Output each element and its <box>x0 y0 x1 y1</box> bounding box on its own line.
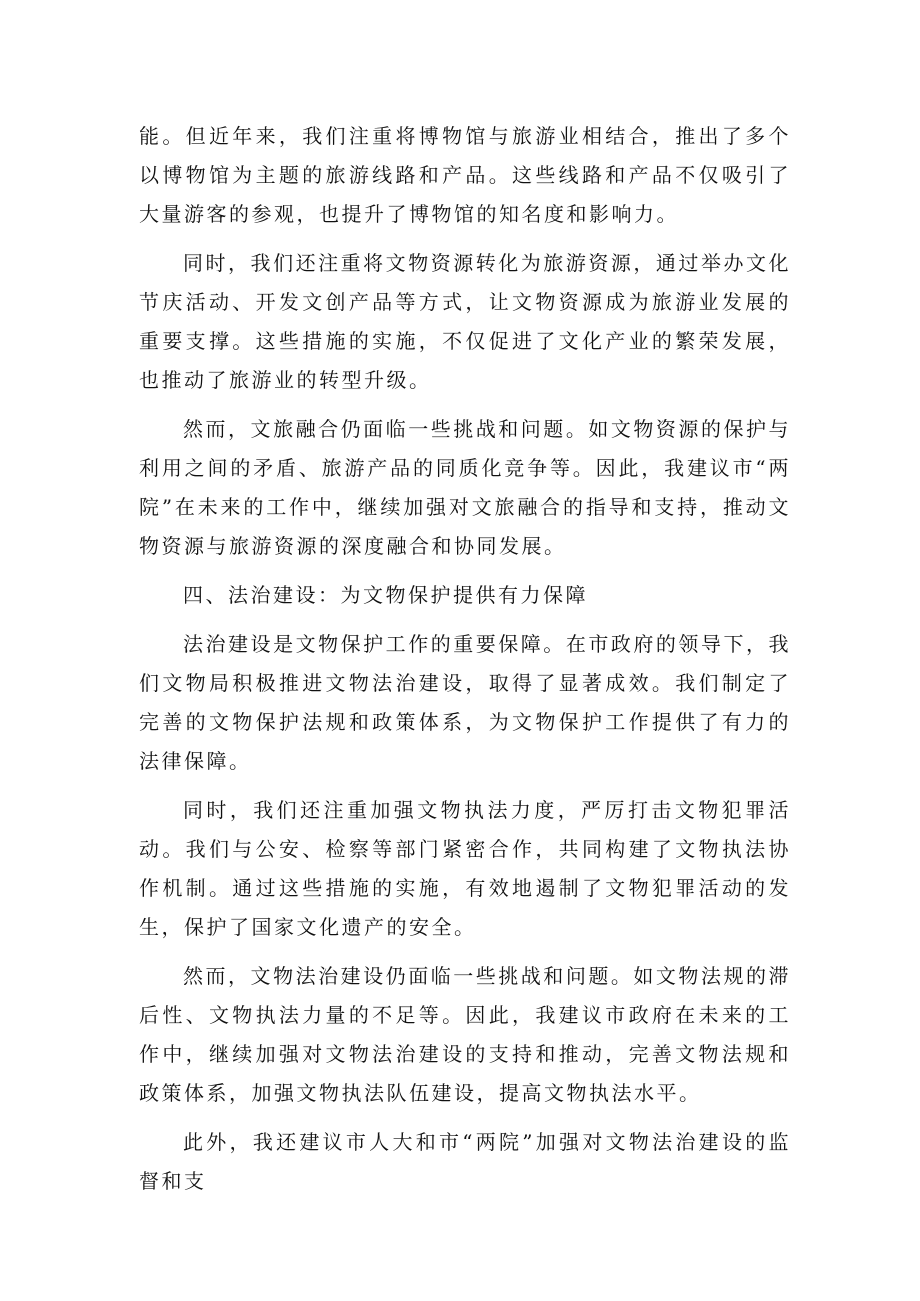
paragraph-continuation: 能。但近年来，我们注重将博物馆与旅游业相结合，推出了多个以博物馆为主题的旅游线路和产品。这些线路和产品不仅吸引了大量游客的参观，也提升了博物馆的知名度和影响力。 <box>139 124 791 226</box>
paragraph-tourism-challenges: 然而，文旅融合仍面临一些挑战和问题。如文物资源的保护与利用之间的矛盾、旅游产品的同质化竞争等。因此，我建议市“两院”在未来的工作中，继续加强对文旅融合的指导和支持，推动文物资源与旅游资源的深度融合和协同发展。 <box>139 417 791 558</box>
paragraph-tourism-resources: 同时，我们还注重将文物资源转化为旅游资源，通过举办文化节庆活动、开发文创产品等方式，让文物资源成为旅游业发展的重要支撑。这些措施的实施，不仅促进了文化产业的繁荣发展，也推动了旅游业的转型升级。 <box>139 251 791 392</box>
paragraph-law-challenges: 然而，文物法治建设仍面临一些挑战和问题。如文物法规的滞后性、文物执法力量的不足等。因此，我建议市政府在未来的工作中，继续加强对文物法治建设的支持和推动，完善文物法规和政策体系，加强文物执法队伍建设，提高文物执法水平。 <box>139 964 791 1105</box>
paragraph-rule-of-law-intro: 法治建设是文物保护工作的重要保障。在市政府的领导下，我们文物局积极推进文物法治建设，取得了显著成效。我们制定了完善的文物保护法规和政策体系，为文物保护工作提供了有力的法律保障。 <box>139 632 791 773</box>
document-page <box>139 117 791 1211</box>
section-heading-rule-of-law: 四、法治建设：为文物保护提供有力保障 <box>183 583 588 607</box>
paragraph-supervision: 此外，我还建议市人大和市“两院”加强对文物法治建设的监督和支 <box>139 1130 791 1193</box>
paragraph-law-enforcement: 同时，我们还注重加强文物执法力度，严厉打击文物犯罪活动。我们与公安、检察等部门紧密合作，共同构建了文物执法协作机制。通过这些措施的实施，有效地遏制了文物犯罪活动的发生，保护了国家文化遗产的安全。 <box>139 798 791 939</box>
